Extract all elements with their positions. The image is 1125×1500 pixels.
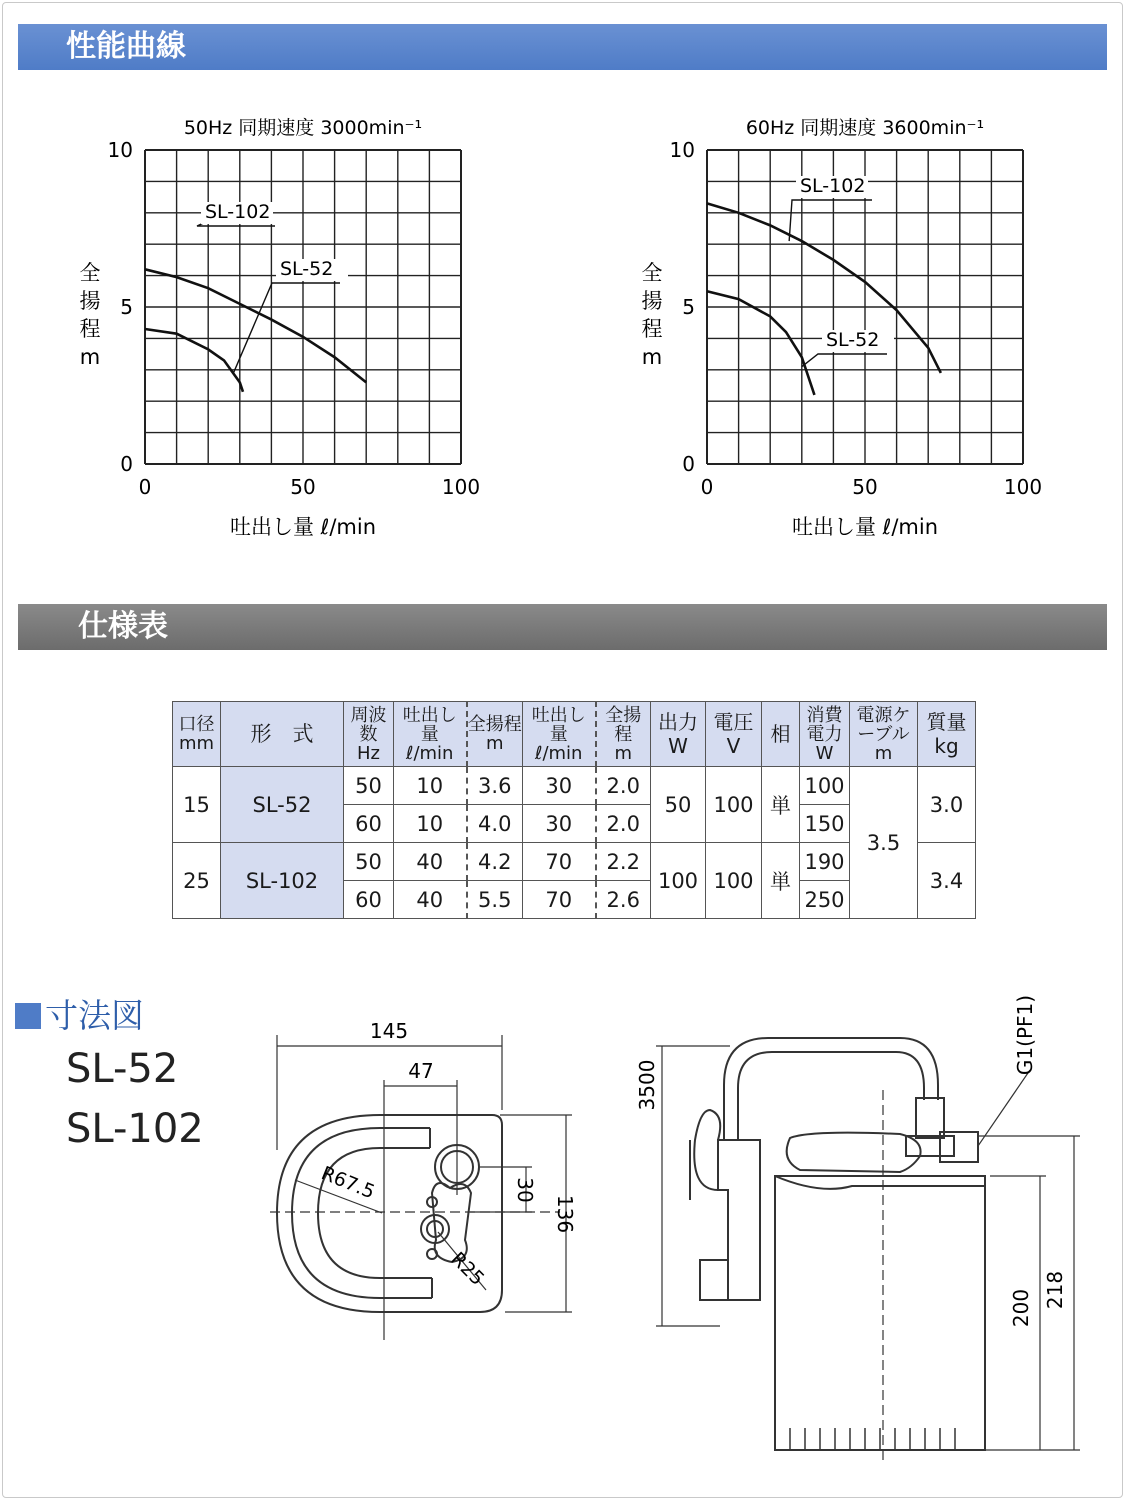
y-axis-label: 程 xyxy=(79,317,101,341)
cell-model: SL-52 xyxy=(221,767,344,843)
header-flow-2: 吐出し量 ℓ/min xyxy=(523,702,596,767)
y-axis-label: 揚 xyxy=(79,289,101,313)
x-tick-label: 50 xyxy=(290,475,316,499)
performance-curve-title: 性能曲線 xyxy=(66,29,186,64)
performance-curve-banner xyxy=(18,24,1107,70)
header-bore: 口径 mm xyxy=(173,702,221,767)
cell-phase: 単 xyxy=(762,843,800,919)
cell-head-2: 2.2 xyxy=(596,843,651,881)
spec-table xyxy=(172,701,976,919)
cell-flow-1: 40 xyxy=(394,843,467,881)
cell-bore: 15 xyxy=(173,767,221,843)
chart-grid xyxy=(145,150,461,464)
dim-thread: G1(PF1) xyxy=(1013,994,1037,1076)
header-mass: 質量 kg xyxy=(918,702,976,767)
y-axis-label: m xyxy=(641,345,663,369)
dim-200: 200 xyxy=(1009,1288,1033,1328)
cell-power: 100 xyxy=(800,767,850,805)
x-tick-label: 0 xyxy=(138,475,152,499)
performance-chart-50hz xyxy=(0,100,560,560)
header-phase: 相 xyxy=(762,702,800,767)
top-view-drawing xyxy=(0,1000,600,1360)
y-tick-label: 10 xyxy=(669,138,695,162)
x-axis-label: 吐出し量 ℓ/min xyxy=(791,515,939,539)
header-frequency: 周波 数 Hz xyxy=(344,702,394,767)
performance-chart-60hz xyxy=(562,100,1122,560)
cell-head-1: 4.0 xyxy=(467,805,523,843)
cell-voltage: 100 xyxy=(706,843,762,919)
dim-gap: 30 xyxy=(513,1177,537,1203)
series-label-sl-102: SL-102 xyxy=(800,175,866,197)
series-label-sl-52: SL-52 xyxy=(826,329,880,351)
cell-head-1: 5.5 xyxy=(467,881,523,919)
header-flow-1: 吐出し量 ℓ/min xyxy=(394,702,467,767)
header-voltage: 電圧 V xyxy=(706,702,762,767)
cell-flow-1: 10 xyxy=(394,805,467,843)
cell-power: 250 xyxy=(800,881,850,919)
header-head-2: 全揚程 m xyxy=(596,702,651,767)
cell-phase: 単 xyxy=(762,767,800,843)
series-label-sl-52: SL-52 xyxy=(280,258,334,280)
y-axis-label: 揚 xyxy=(641,289,663,313)
y-axis-label: 全 xyxy=(79,261,101,285)
cell-cable: 3.5 xyxy=(850,767,918,919)
spec-header-row xyxy=(173,702,976,767)
chart-title: 50Hz 同期速度 3000min⁻¹ xyxy=(183,117,423,139)
cell-flow-1: 10 xyxy=(394,767,467,805)
y-tick-label: 10 xyxy=(107,138,133,162)
x-axis-label: 吐出し量 ℓ/min xyxy=(229,515,377,539)
table-row xyxy=(173,767,976,805)
cell-hz: 50 xyxy=(344,843,394,881)
cell-mass: 3.4 xyxy=(918,843,976,919)
header-head-1: 全揚程 m xyxy=(467,702,523,767)
y-tick-label: 0 xyxy=(682,452,695,476)
cell-output: 50 xyxy=(651,767,706,843)
cell-power: 190 xyxy=(800,843,850,881)
dim-offset: 47 xyxy=(408,1059,434,1083)
dim-218: 218 xyxy=(1043,1270,1067,1310)
series-label-sl-102: SL-102 xyxy=(205,201,271,223)
cell-mass: 3.0 xyxy=(918,767,976,843)
dim-width: 145 xyxy=(369,1019,409,1043)
series-line-sl-102 xyxy=(145,269,366,382)
cell-head-2: 2.0 xyxy=(596,805,651,843)
x-tick-label: 100 xyxy=(441,475,481,499)
cell-output: 100 xyxy=(651,843,706,919)
spec-table-title: 仕様表 xyxy=(78,609,168,644)
dimension-model-label: SL-52 xyxy=(66,1046,179,1092)
series-leader-line xyxy=(802,354,887,367)
y-tick-label: 0 xyxy=(120,452,133,476)
dimensions-title: 寸法図 xyxy=(45,996,144,1035)
cell-head-1: 3.6 xyxy=(467,767,523,805)
cell-flow-2: 30 xyxy=(523,767,596,805)
cell-flow-2: 70 xyxy=(523,881,596,919)
header-model: 形 式 xyxy=(221,702,344,767)
spec-table-banner xyxy=(18,604,1107,650)
cell-power: 150 xyxy=(800,805,850,843)
dimension-model-label: SL-102 xyxy=(66,1106,204,1152)
cell-voltage: 100 xyxy=(706,767,762,843)
x-tick-label: 100 xyxy=(1003,475,1043,499)
cell-head-1: 4.2 xyxy=(467,843,523,881)
x-tick-label: 50 xyxy=(852,475,878,499)
y-tick-label: 5 xyxy=(682,295,695,319)
x-tick-label: 0 xyxy=(700,475,714,499)
cell-flow-2: 30 xyxy=(523,805,596,843)
cell-flow-2: 70 xyxy=(523,843,596,881)
side-view-drawing xyxy=(600,990,1100,1470)
cell-head-2: 2.0 xyxy=(596,767,651,805)
cell-model: SL-102 xyxy=(221,843,344,919)
y-axis-label: 全 xyxy=(641,261,663,285)
cell-hz: 60 xyxy=(344,805,394,843)
cell-hz: 60 xyxy=(344,881,394,919)
header-cable: 電源ケ ーブル m xyxy=(850,702,918,767)
header-power: 消費 電力 W xyxy=(800,702,850,767)
cell-flow-1: 40 xyxy=(394,881,467,919)
dim-height: 136 xyxy=(553,1194,577,1234)
y-axis-label: 程 xyxy=(641,317,663,341)
dim-radius-big: R67.5 xyxy=(318,1162,378,1204)
cell-bore: 25 xyxy=(173,843,221,919)
cell-hz: 50 xyxy=(344,767,394,805)
dim-cable-length: 3500 xyxy=(635,1059,659,1111)
header-output: 出力 W xyxy=(651,702,706,767)
cell-head-2: 2.6 xyxy=(596,881,651,919)
y-axis-label: m xyxy=(79,345,101,369)
chart-title: 60Hz 同期速度 3600min⁻¹ xyxy=(745,117,985,139)
y-tick-label: 5 xyxy=(120,295,133,319)
dim-radius-small: R25 xyxy=(446,1247,489,1290)
